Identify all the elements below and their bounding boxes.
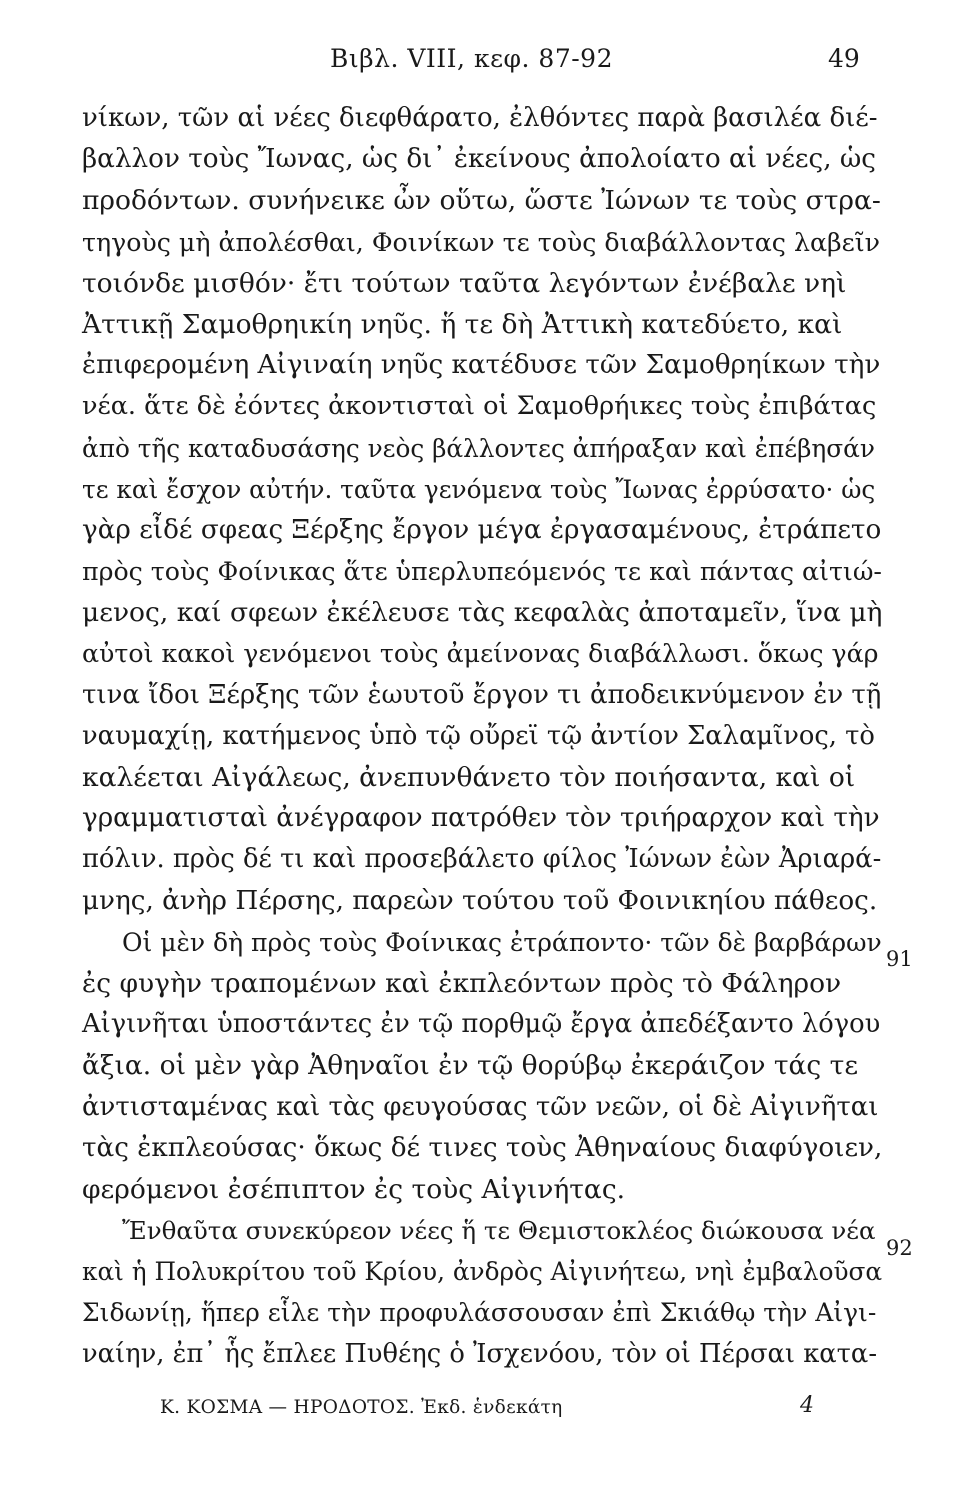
text-line: αὐτοὶ κακοὶ γενόμενοι τοὺς ἀμείνονας διαβάλλωσι. ὅκως γάρ [82,639,879,669]
text-line: προδόντων. συνήνεικε ὦν οὕτω, ὥστε Ἰώνων τε τοὺς στρα- [82,185,881,217]
text-line: τοιόνδε μισθόν· ἔτι τούτων ταῦτα λεγόντων ἐνέβαλε νηὶ [82,267,847,299]
text-line: πρὸς τοὺς Φοίνικας ἅτε ὑπερλυπεόμενός τε καὶ πάντας αἰτιώ- [82,557,882,587]
paragraph-start-line: Οἱ μὲν δὴ πρὸς τοὺς Φοίνικας ἐτράποντο· τῶν δὲ βαρβάρων [122,927,882,957]
text-line: καὶ ἡ Πολυκρίτου τοῦ Κρίου, ἀνδρὸς Αἰγινήτεω, νηὶ ἐμβαλοῦσα [82,1257,883,1287]
text-line: νίκων, τῶν αἱ νέες διεφθάρατο, ἐλθόντες παρὰ βασιλέα διέ- [82,103,878,133]
text-line: τηγοὺς μὴ ἀπολέσθαι, Φοινίκων τε τοὺς διαβάλλοντας λαβεῖν [82,227,880,257]
text-line: Αἰγινῆται ὑποστάντες ἐν τῷ πορθμῷ ἔργα ἀπεδέξαντο λόγου [82,1009,881,1040]
text-line: τε καὶ ἔσχον αὐτήν. ταῦτα γενόμενα τοὺς Ἴωνας ἐρρύσατο· ὡς [82,474,876,504]
text-line: γὰρ εἶδέ σφεας Ξέρξης ἔργον μέγα ἐργασαμένους, ἐτράπετο [82,514,882,545]
text-line: ἐς φυγὴν τραπομένων καὶ ἐκπλεόντων πρὸς τὸ Φάληρον [82,967,842,999]
text-line: τινα ἴδοι Ξέρξης τῶν ἑωυτοῦ ἔργον τι ἀποδεικνύμενον ἐν τῇ [82,679,882,710]
text-line: ἀντισταμένας καὶ τὰς φευγούσας τῶν νεῶν, οἱ δὲ Αἰγινῆται [82,1091,879,1122]
text-line: καλέεται Αἰγάλεως, ἀνεπυνθάνετο τὸν ποιήσαντα, καὶ οἱ [82,762,856,793]
text-line: ναίην, ἐπ᾽ ἧς ἔπλεε Πυθέης ὁ Ἰσχενόου, τὸν οἱ Πέρσαι κατα- [82,1338,878,1369]
text-line: ναυμαχίῃ, κατήμενος ὑπὸ τῷ οὔρεϊ τῷ ἀντίον Σαλαμῖνος, τὸ [82,720,875,751]
text-line: ἄξια. οἱ μὲν γὰρ Ἀθηναῖοι ἐν τῷ θορύβῳ ἐκεράιζον τάς τε [82,1050,859,1082]
text-line: μνης, ἀνὴρ Πέρσης, παρεὼν τούτου τοῦ Φοινικηίου πάθεος. [82,885,878,916]
text-line: φερόμενοι ἐσέπιπτον ἐς τοὺς Αἰγινήτας. [82,1173,626,1205]
body-text [82,98,882,1375]
printer-signature: Κ. ΚΟΣΜΑ — ΗΡΟΔΟΤΟΣ. Ἐκδ. ἑνδεκάτη [160,1397,563,1418]
text-line: βαλλον τοὺς Ἴωνας, ὡς δι᾽ ἐκείνους ἀπολοίατο αἱ νέες, ὡς [82,144,877,175]
text-line: νέα. ἅτε δὲ ἐόντες ἀκοντισταὶ οἱ Σαμοθρήικες τοὺς ἐπιβάτας [82,391,877,422]
section-number-92: 92 [886,1236,913,1260]
text-line: τὰς ἐκπλεούσας· ὅκως δέ τινες τοὺς Ἀθηναίους διαφύγοιεν, [82,1132,883,1163]
running-title: Βιβλ. VIII, κεφ. 87-92 [330,44,613,73]
paragraph-start-line: Ἔνθαῦτα συνεκύρεον νέες ἥ τε Θεμιστοκλέος διώκουσα νέα [122,1216,876,1246]
page-number: 49 [828,44,860,73]
text-line: ἀπὸ τῆς καταδυσάσης νεὸς βάλλοντες ἀπήραξαν καὶ ἐπέβησάν [82,433,875,463]
text-line: μενος, καί σφεων ἐκέλευσε τὰς κεφαλὰς ἀποταμεῖν, ἵνα μὴ [82,597,883,629]
text-line: γραμματισταὶ ἀνέγραφον πατρόθεν τὸν τριήραρχον καὶ τὴν [82,803,880,834]
text-line: Σιδωνίῃ, ἥπερ εἷλε τὴν προφυλάσσουσαν ἐπὶ Σκιάθῳ τὴν Αἰγι- [82,1298,877,1328]
section-number-91: 91 [886,947,913,971]
text-line: πόλιν. πρὸς δέ τι καὶ προσεβάλετο φίλος Ἰώνων ἐὼν Ἀριαρά- [82,844,882,875]
sheet-mark: 4 [800,1393,814,1418]
text-line: Ἀττικῇ Σαμοθρηικίη νηῦς. ἥ τε δὴ Ἀττικὴ κατεδύετο, καὶ [82,308,843,340]
text-line: ἐπιφερομένη Αἰγιναίη νηῦς κατέδυσε τῶν Σαμοθρηίκων τὴν [82,350,881,381]
